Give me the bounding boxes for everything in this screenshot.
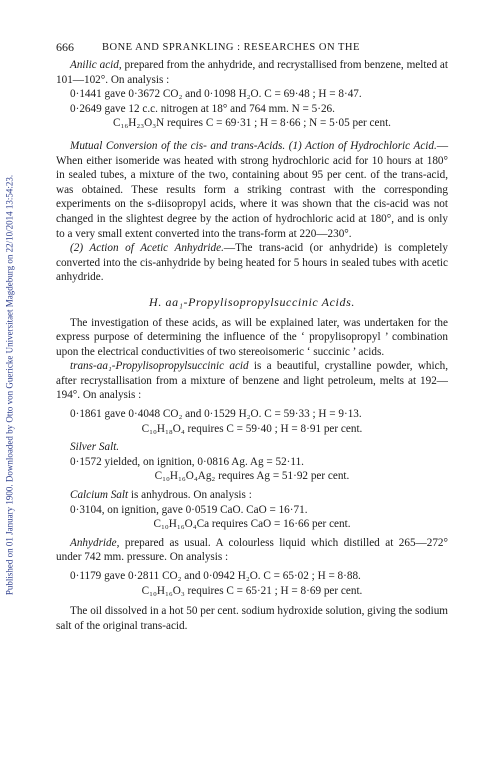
anilic-analysis-2: 0·2649 gave 12 c.c. nitrogen at 18° and 764 mm. N = 5·26. [70,102,335,115]
section-heading [56,295,448,310]
anhydride-requires: C₁₀H₁₆O₃ requires C = 65·21 ; H = 8·69 per cent. [141,584,363,597]
silver-salt-label [56,440,448,455]
anhydride-paragraph [56,536,448,565]
mutual-title: Mutual Conversion of the cis- and trans-Acids. [70,139,286,152]
calcium-salt-requires: C₁₀H₁₆O₄Ca requires CaO = 16·66 per cent. [153,518,351,531]
silver-salt-requires: C₁₀H₁₆O₄Ag₂ requires Ag = 51·92 per cent. [154,470,350,483]
anhydride-title: Anhydride, [70,536,120,549]
anilic-text: prepared from the anhydride, and recrystallised from benzene, melted at 101—102°. On analysis : [56,59,448,86]
anilic-requires: C₁₆H₂₃O₃N requires C = 69·31 ; H = 8·66 ; N = 5·05 per cent. [113,117,391,130]
silver-salt-title: Silver Salt. [70,441,120,454]
download-watermark [2,10,18,760]
page-body [56,58,448,633]
hcl-label: (1) Action of Hydrochloric Acid. [288,139,437,152]
anilic-analysis-1: 0·1441 gave 0·3672 CO₂ and 0·1098 H₂O. C = 69·48 ; H = 8·47. [70,88,362,101]
anhydride-text: prepared as usual. A colourless liquid which distilled at 265—272° under 742 mm. pressure. On analysis : [56,536,448,564]
mutual-text: —When either isomeride was heated with strong hydrochloric acid for 10 hours at 180° in sealed tubes, a mixture of the two, containing about 95 per cent. of the trans-acid, was obtained. These results form a striking contrast with the corresponding experiments on the s-diisopropyl acids, where it was shown that the cis-acid was not changed in the slightest degree by the action of hydrochloric acid at 180°, and is only to a very small extent converted into the trans-form at 220—230°. [56,139,448,240]
trans-acid-name: trans-aa₁-Propylisopropylsuccinic acid [70,360,249,373]
acetic-anhydride-paragraph [56,241,448,285]
silver-salt-analysis: 0·1572 yielded, on ignition, 0·0816 Ag. Ag = 52·11. [70,455,304,468]
acetic-label: (2) Action of Acetic Anhydride. [70,242,224,255]
section-heading-text: H. aa₁-Propylisopropylsuccinic Acids. [149,294,355,309]
calcium-salt-title: Calcium Salt [70,489,129,502]
anilic-label: Anilic acid, [70,59,122,71]
watermark-text: Published on 01 January 1900. Downloaded by Otto von Guericke Universitaet Magdeburg on 22/10/2014 13:54:23. [4,174,15,596]
page-number: 666 [56,40,74,54]
trans-acid-paragraph [56,359,448,403]
closing-paragraph: The oil dissolved in a hot 50 per cent. sodium hydroxide solution, giving the sodium salt of the original trans-acid. [56,605,448,632]
acetic-text: —The trans-acid (or anhydride) is completely converted into the cis-anhydride by being heated for 5 hours in sealed tubes with acetic anhydride. [56,242,448,284]
investigation-paragraph: The investigation of these acids, as will be explained later, was undertaken for the express purpose of determining the influence of the ‘ propylisopropyl ’ combination upon the electrical conductivities of two stereoisomeric ‘ succinic ’ acids. [56,316,448,358]
trans-acid-analysis: 0·1861 gave 0·4048 CO₂ and 0·1529 H₂O. C = 59·33 ; H = 9·13. [70,408,362,421]
calcium-salt-paragraph [56,488,448,503]
trans-acid-requires: C₁₀H₁₈O₄ requires C = 59·40 ; H = 8·91 per cent. [141,422,363,435]
anhydride-analysis: 0·1179 gave 0·2811 CO₂ and 0·0942 H₂O. C = 65·02 ; H = 8·88. [70,570,361,582]
calcium-salt-analysis: 0·3104, on ignition, gave 0·0519 CaO. CaO = 16·71. [70,503,308,516]
anilic-paragraph [56,58,448,87]
mutual-conversion-paragraph [56,139,448,241]
running-title: BONE AND SPRANKLING : RESEARCHES ON THE [102,42,360,53]
calcium-salt-text: is anhydrous. On analysis : [128,489,252,502]
trans-acid-text: is a beautiful, crystalline powder, which, after recrystallisation from a mixture of benzene and light petroleum, melts at 192—194°. On analysis : [56,360,448,402]
